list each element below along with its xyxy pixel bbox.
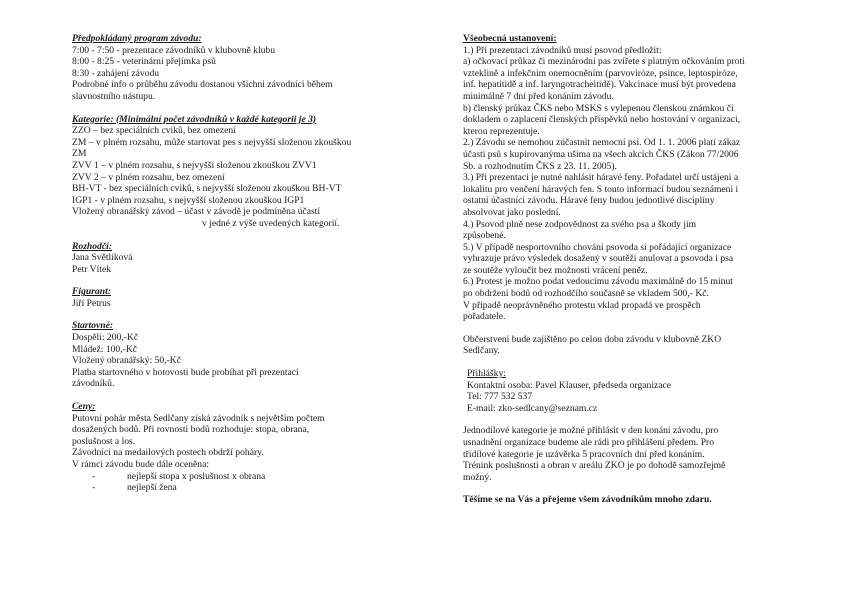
general-line: lokalitu pro venčení háravých fen. S touto informací budou seznámeni i: [463, 183, 739, 195]
left-column: [72, 33, 410, 494]
note-line: Trénink poslušnosti a obran v areálu ZKO je po dohodě samozřejmě: [463, 460, 726, 472]
category-line: BH-VT - bez speciálních cviků, s nejvyšší složenou zkouškou BH-VT: [72, 183, 342, 195]
general-line: 3.) Při prezentaci je nutné nahlásit háravé feny. Pořadatel určí ustájení a: [463, 172, 739, 184]
fee-line: Dospělí: 200,-Kč: [72, 332, 139, 344]
general-line: dokladem o zaplacení členských příspěvků nebo hostování v organizaci,: [463, 114, 741, 126]
note-line: Jednodílové kategorie je možné přihlásit v den konání závodu, pro: [463, 425, 719, 437]
prize-bullet-item: [72, 482, 410, 494]
general-line: ze soutěže vyloučit bez možnosti vrácení peněz.: [463, 264, 648, 276]
prize-line: dosažených bodů. Při rovnosti bodů rozhoduje: stopa, obrana,: [72, 424, 310, 436]
general-line: a) očkovací průkaz či mezinárodní pas zvířete s platným očkováním proti: [463, 56, 745, 68]
general-line: minimálně 7 dní před konáním závodu.: [463, 90, 614, 102]
judge-name: Jana Světlíková: [72, 252, 133, 264]
fee-line: závodníků.: [72, 378, 115, 390]
note-line: usnadnění organizace budeme ale rádi pro přihlášení předem. Pro: [463, 437, 715, 448]
refreshment-line: Občerstvení bude zajištěno po celou dobu závodu v klubovně ZKO: [463, 333, 722, 345]
program-heading: Předpokládaný program závodu:: [72, 33, 202, 44]
category-line: ZVV 2 – v plném rozsahu, bez omezení: [72, 171, 225, 183]
judge-name: Petr Vítek: [72, 263, 111, 275]
general-heading: Všeobecná ustanovení:: [463, 33, 557, 44]
closing-line: Těšíme se na Vás a přejeme všem závodníkům mnoho zdaru.: [463, 494, 712, 506]
general-line: 6.) Protest je možno podat vedoucímu závodu maximálně do 15 minut: [463, 276, 733, 288]
general-line: absolvovat jako poslední.: [463, 206, 561, 218]
general-line: 5.) V případě nesportovního chování psovoda si pořádající organizace: [463, 241, 732, 253]
category-line: IGP1 - v plném rozsahu, s nejvyšší složenou zkouškou IGP1: [72, 194, 305, 206]
judges-heading: Rozhodčí:: [72, 240, 112, 252]
registration-line: Kontaktní osoba: Pavel Klauser, předseda organizace: [467, 379, 672, 391]
program-line: 7:00 - 7:50 - prezentace závodníků v klubovně klubu: [72, 44, 276, 56]
general-line: ostatní účastníci závodu. Háravé feny budou jednotlivé disciplíny: [463, 195, 715, 207]
general-line: způsobené.: [463, 230, 506, 242]
prize-line: Putovní pohár města Sedlčany získá závodník s největším počtem: [72, 412, 325, 424]
program-line: 8:00 - 8:25 - veterinární přejímka psů: [72, 56, 216, 68]
refreshment-section: [463, 334, 763, 357]
general-line: inf. hepatitidě a inf. laryngotracheitidě). Vakcinace musí být provedena: [463, 79, 736, 91]
prize-bullet-item: [72, 471, 410, 483]
general-line: b) členský průkaz ČKS nebo MSKS s vylepenou členskou známkou či: [463, 102, 734, 114]
program-section: [72, 33, 410, 103]
prizes-section: [72, 401, 410, 494]
prize-line: V rámci závodu bude dále oceněna:: [72, 459, 210, 470]
registration-line: Tel: 777 532 537: [467, 391, 533, 403]
category-line: ZM: [72, 148, 87, 160]
judges-section: [72, 241, 410, 276]
category-line: Vložený obranářský závod – účast v závodě je podmíněna účastí: [72, 206, 321, 218]
general-line: V případě neoprávněného protestu vklad propadá ve prospěch: [463, 299, 701, 311]
category-line: ZVV 1 – v plném rozsahu, s nejvyšší složenou zkouškou ZVV1: [72, 159, 317, 171]
fee-line: Vložený obranářský: 50,-Kč: [72, 355, 181, 367]
category-line: ZZO – bez speciálních cviků, bez omezení: [72, 125, 236, 137]
registration-heading: Přihlášky:: [467, 368, 506, 380]
categories-section: [72, 114, 410, 230]
category-line-indented: v jedné z výše uvedených kategorií.: [202, 217, 340, 229]
note-line: možný.: [463, 471, 492, 483]
general-line: 1.) Při prezentaci závodníků musí psovod předložit:: [463, 44, 662, 56]
general-line: kterou reprezentuje.: [463, 125, 540, 137]
general-line: účasti psů s kupírovanýma ušima na všech akcích ČKS (Zákon 77/2006: [463, 148, 739, 160]
prize-line: Závodníci na medailových postech obdrží poháry.: [72, 447, 264, 459]
general-line: Sb. a rozhodnutím ČKS z 23. 11. 2005).: [463, 160, 617, 172]
general-line: vzteklině a infekčním onemocněním (parvoviróze, psince, leptospiróze,: [463, 67, 738, 79]
general-line: 2.) Závodu se nemohou zúčastnit nemocní psi. Od 1. 1. 2006 platí zákaz: [463, 137, 741, 149]
registration-email: E-mail: zko-sedlcany@seznam.cz: [467, 402, 598, 414]
figurant-section: [72, 286, 410, 309]
fee-line: Platba startovného v hotovosti bude probíhat při prezentaci: [72, 366, 299, 378]
categories-heading: Kategorie: (Minimální počet závodníků v každé kategorii je 3): [72, 113, 317, 125]
general-line: 4.) Psovod plně nese zodpovědnost za svého psa a škody jím: [463, 218, 697, 230]
general-section: [463, 33, 763, 323]
registration-section: [463, 368, 763, 414]
prize-line: poslušnost a los.: [72, 435, 136, 447]
figurant-name: Jiří Petrus: [72, 297, 111, 309]
general-line: pořadatele.: [463, 311, 506, 323]
prize-bullet-text: nejlepší stopa x poslušnost x obrana: [127, 470, 266, 482]
prizes-heading: Ceny:: [72, 401, 96, 413]
right-column: [463, 33, 763, 506]
notes-section: [463, 425, 763, 483]
general-line: po obdržení bodů od rozhodčího současně se vkladem 500,- Kč.: [463, 288, 709, 300]
refreshment-line: Sedlčany.: [463, 345, 500, 357]
fees-section: [72, 320, 410, 390]
general-line: vyhrazuje právo výsledek dosažený v soutěži anulovat a psovoda i psa: [463, 253, 734, 265]
fee-line: Mládež: 100,-Kč: [72, 343, 138, 355]
dash-bullet: -: [92, 482, 96, 494]
program-line: slavnostního nástupu.: [72, 90, 156, 102]
figurant-heading: Figurant:: [72, 286, 111, 298]
prize-bullet-text: nejlepší žena: [127, 482, 177, 494]
fees-heading: Startovné:: [72, 320, 114, 332]
program-line: Podrobné info o průběhu závodu dostanou všichni závodníci během: [72, 79, 333, 91]
note-line: třídílové kategorie je uzávěrka 5 pracovních dní před konáním.: [463, 448, 705, 460]
dash-bullet: -: [92, 470, 96, 482]
program-line: 8:30 - zahájení závodu: [72, 67, 160, 79]
category-line: ZM – v plném rozsahu, může startovat pes s nejvyšší složenou zkouškou: [72, 136, 352, 148]
